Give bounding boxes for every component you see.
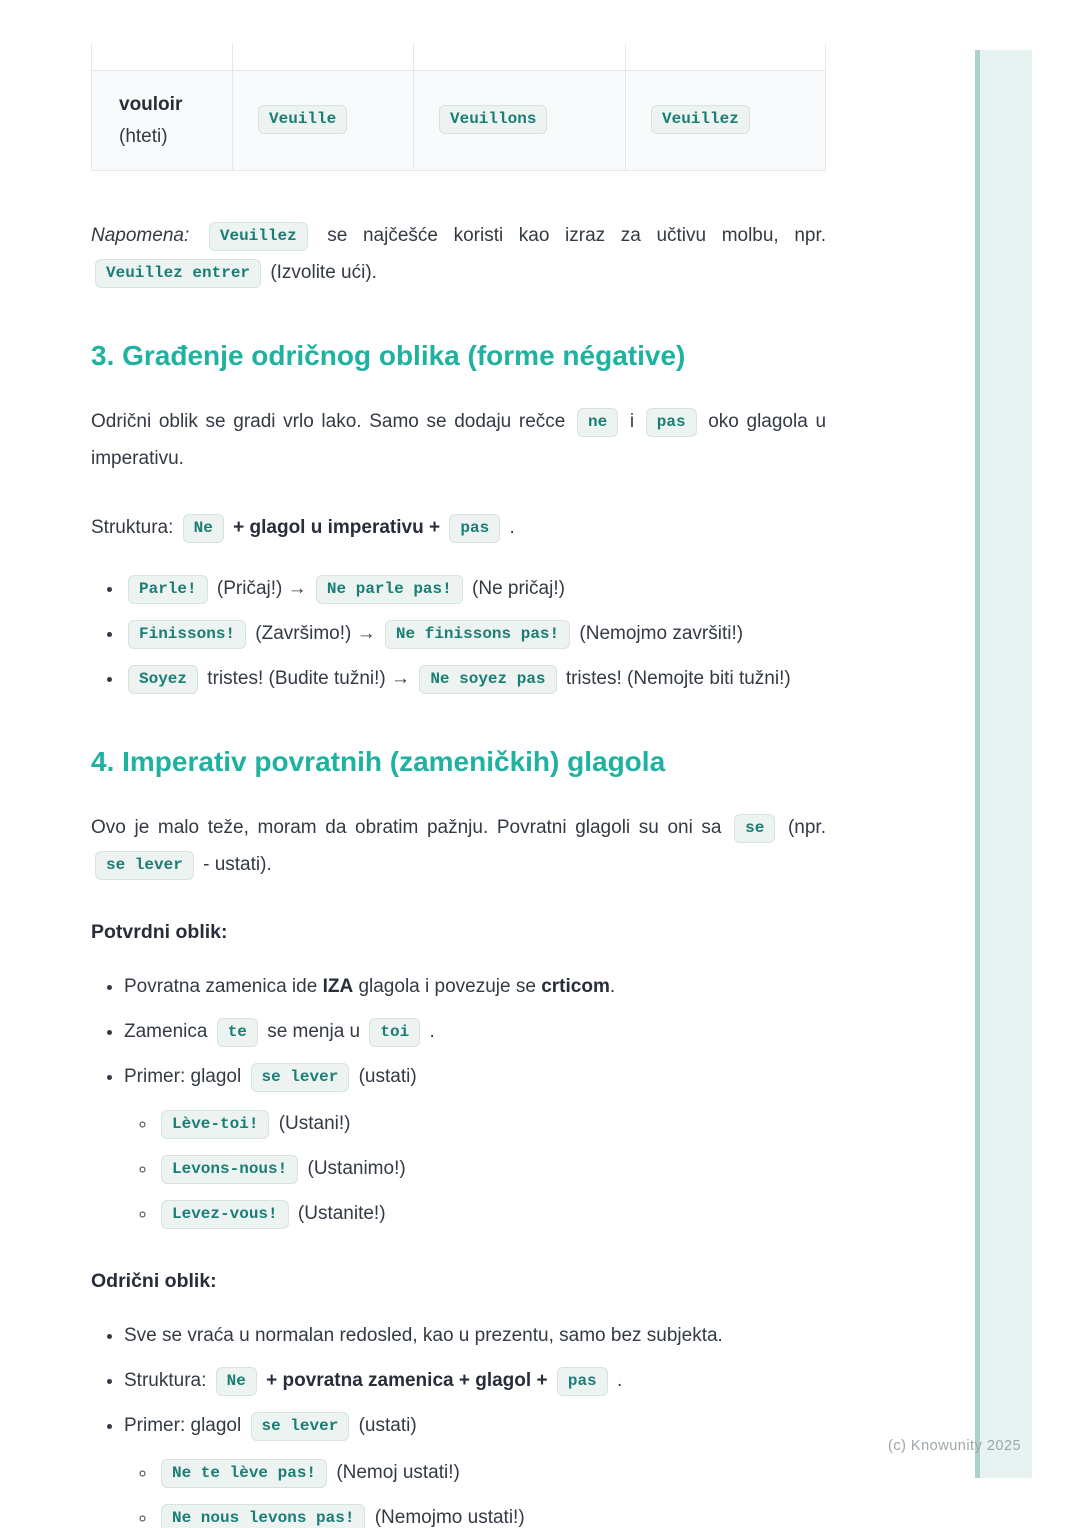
section-3-title: 3. Građenje odričnog oblika (forme négative) [91,340,686,371]
negative-heading: Odrični oblik: [91,1270,217,1292]
code-chip: Ne finissons pas! [385,620,570,649]
text-segment: (Nemoj ustati!) [336,1462,460,1483]
negative-example-sublist [124,1454,826,1528]
code-chip: Veuille [258,105,347,134]
text-segment: (Završimo!) → [255,623,376,644]
text-segment: glagola i povezuje se [358,976,536,997]
code-chip: toi [369,1018,420,1047]
code-chip: se lever [251,1063,350,1092]
code-chip: se [734,814,775,843]
table-cell [625,71,825,170]
verb-cell [92,71,232,170]
text-segment: se menja u [267,1021,361,1042]
table-cell [413,71,625,170]
code-chip: Finissons! [128,620,246,649]
table-cell [625,44,825,70]
code-chip: se lever [95,851,194,880]
table-row-partial [92,44,825,70]
text-segment: (Ne pričaj!) [472,578,565,599]
negative-list [91,1317,826,1528]
text-segment: . [616,1370,623,1391]
text-segment: oko glagola u imperativu. [91,411,827,469]
code-chip: ne [577,408,618,437]
code-chip: pas [557,1367,608,1396]
code-chip: Veuillez [651,105,750,134]
affirmative-list [91,968,826,1232]
text-segment: Povratna zamenica ide [124,976,318,997]
right-accent-bar [975,50,1032,1478]
list-item [124,1317,826,1354]
table-cell [232,71,413,170]
code-chip: Ne nous levons pas! [161,1504,365,1528]
section-4-title: 4. Imperativ povratnih (zameničkih) glagola [91,746,666,777]
code-chip: Veuillons [439,105,547,134]
code-chip: Parle! [128,575,208,604]
text-segment: se najčešće koristi kao izraz za učtivu molbu, npr. [327,225,827,246]
text-segment: (Ustanite!) [297,1203,386,1224]
text-segment: i [629,411,635,432]
list-item [157,1454,826,1491]
structure-bold: + glagol u imperativu + [233,517,441,538]
list-item [124,1362,826,1399]
affirmative-heading: Potvrdni oblik: [91,921,228,943]
code-chip: Ne parle pas! [316,575,463,604]
text-segment: tristes! (Budite tužni!) → [207,668,411,689]
list-item [157,1499,826,1528]
text-bold: IZA [322,976,354,997]
table-cell [92,44,232,70]
code-chip: Levez-vous! [161,1200,289,1229]
text-segment: Struktura: [124,1370,207,1391]
verb-name: vouloir [119,93,183,115]
copyright-watermark: (c) Knowunity 2025 [888,1438,1022,1454]
text-segment: (Nemojmo završiti!) [579,623,744,644]
text-segment: Primer: glagol [124,1415,242,1436]
verb-translation: (hteti) [119,125,168,147]
code-chip: Ne [183,514,224,543]
text-segment: tristes! (Nemojte biti tužni!) [565,668,791,689]
list-item [124,1058,826,1232]
list-item [124,968,826,1005]
text-segment: Struktura: [91,517,174,538]
section-4-intro [91,809,826,883]
section-3-intro [91,403,826,477]
code-chip: Ne te lève pas! [161,1459,327,1488]
code-chip: Veuillez [209,222,308,251]
code-chip: Levons-nous! [161,1155,298,1184]
text-segment: (Izvolite ući). [270,262,377,283]
text-segment: . [429,1021,435,1042]
note-label: Napomena: [91,225,190,246]
text-segment: . [509,517,515,538]
text-segment: (Pričaj!) → [216,578,307,599]
text-segment: Ovo je malo teže, moram da obratim pažnju. Povratni glagoli su oni sa [91,817,722,838]
affirmative-example-sublist [124,1105,826,1232]
code-chip: pas [449,514,500,543]
text-segment: Primer: glagol [124,1066,242,1087]
text-segment: Odrični oblik se gradi vrlo lako. Samo se dodaju rečce [91,411,566,432]
text-bold: crticom [541,976,610,997]
structure-line [91,509,826,546]
list-item [124,660,826,697]
list-item [157,1195,826,1232]
conjugation-table [91,44,826,171]
note-paragraph [91,217,826,291]
list-item [124,615,826,652]
text-segment: Zamenica [124,1021,208,1042]
text-segment: - ustati). [203,854,272,875]
text-segment: (Nemojmo ustati!) [374,1507,525,1528]
text-segment: (ustati) [358,1066,417,1087]
negation-example-list [91,570,826,697]
list-item [124,1013,826,1050]
code-chip: Ne [216,1367,257,1396]
table-row-vouloir [92,70,825,170]
list-item [124,570,826,607]
text-segment: (Ustanimo!) [307,1158,406,1179]
code-chip: Veuillez entrer [95,259,261,288]
code-chip: Soyez [128,665,198,694]
text-segment: Sve se vraća u normalan redosled, kao u prezentu, samo bez subjekta. [124,1325,723,1346]
code-chip: Lève-toi! [161,1110,269,1139]
document-content [91,0,826,1528]
list-item [157,1150,826,1187]
code-chip: pas [646,408,697,437]
structure-bold: + povratna zamenica + glagol + [266,1370,548,1391]
text-segment: (ustati) [358,1415,417,1436]
text-segment: (Ustani!) [278,1113,351,1134]
text-segment: . [609,976,616,997]
table-cell [232,44,413,70]
text-segment: (npr. [787,817,826,838]
code-chip: Ne soyez pas [419,665,556,694]
code-chip: te [217,1018,258,1047]
list-item [157,1105,826,1142]
table-cell [413,44,625,70]
code-chip: se lever [251,1412,350,1441]
list-item [124,1407,826,1528]
